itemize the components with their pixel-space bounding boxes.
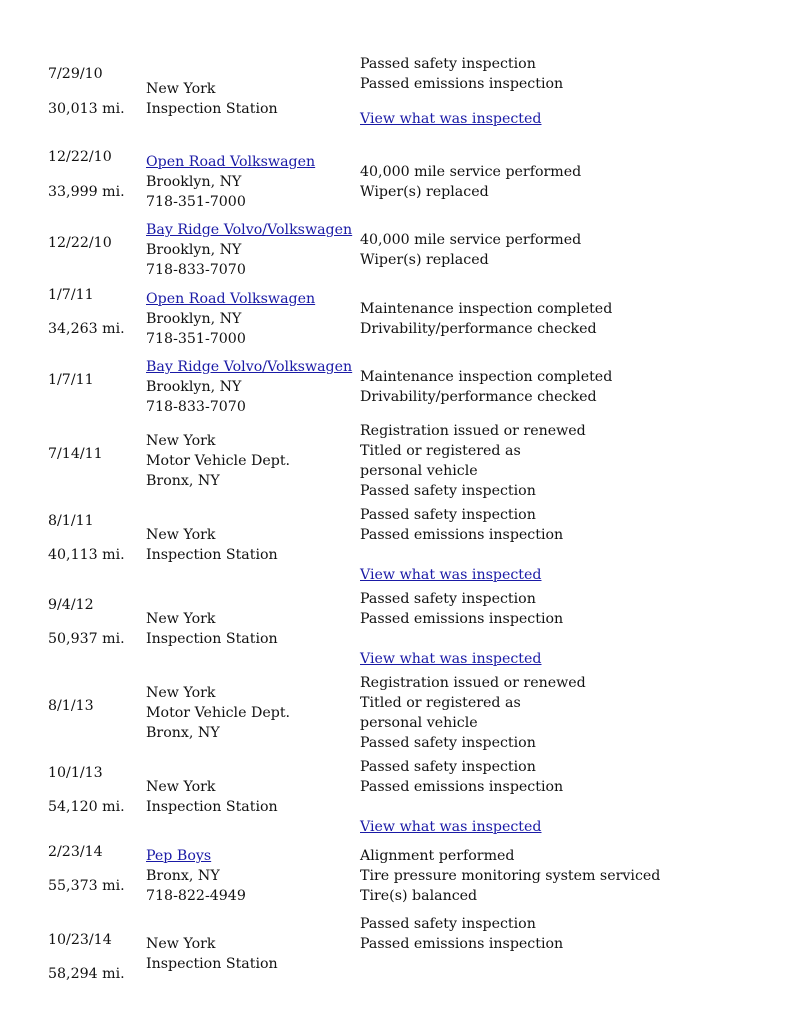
detail-line: 40,000 mile service performed <box>360 232 582 248</box>
source-line: Brooklyn, NY <box>146 379 242 395</box>
source-line: Inspection Station <box>146 956 278 972</box>
source-line: Motor Vehicle Dept. <box>146 453 291 469</box>
source-line: Brooklyn, NY <box>146 174 242 190</box>
source-line: Inspection Station <box>146 101 278 117</box>
source-dealer-link[interactable]: Bay Ridge Volvo/Volkswagen <box>146 222 353 238</box>
record-mileage: 50,937 mi. <box>48 631 125 647</box>
record-date: 12/22/10 <box>48 149 112 165</box>
detail-line: Passed emissions inspection <box>360 76 564 92</box>
source-dealer-link[interactable]: Pep Boys <box>146 848 212 864</box>
detail-line: Passed emissions inspection <box>360 779 564 795</box>
detail-line: Registration issued or renewed <box>360 675 586 691</box>
detail-line: Passed safety inspection <box>360 916 536 932</box>
detail-line: Drivability/performance checked <box>360 389 597 405</box>
source-line: 718-351-7000 <box>146 331 246 347</box>
detail-line: Wiper(s) replaced <box>360 252 489 268</box>
detail-line: Wiper(s) replaced <box>360 184 489 200</box>
record-mileage: 34,263 mi. <box>48 321 125 337</box>
detail-line: Passed safety inspection <box>360 507 536 523</box>
record-date: 8/1/13 <box>48 698 94 714</box>
view-inspected-link[interactable]: View what was inspected <box>360 111 542 127</box>
detail-line: Passed safety inspection <box>360 483 536 499</box>
record-date: 2/23/14 <box>48 844 103 860</box>
source-line: Inspection Station <box>146 631 278 647</box>
detail-line: 40,000 mile service performed <box>360 164 582 180</box>
source-line: Inspection Station <box>146 799 278 815</box>
source-dealer-link[interactable]: Open Road Volkswagen <box>146 154 316 170</box>
record-date: 7/14/11 <box>48 446 103 462</box>
record-date: 10/1/13 <box>48 765 103 781</box>
source-dealer-link[interactable]: Open Road Volkswagen <box>146 291 316 307</box>
record-mileage: 58,294 mi. <box>48 966 125 982</box>
source-line: Motor Vehicle Dept. <box>146 705 291 721</box>
source-line: Inspection Station <box>146 547 278 563</box>
record-date: 10/23/14 <box>48 932 112 948</box>
detail-line: Alignment performed <box>360 848 515 864</box>
record-mileage: 33,999 mi. <box>48 184 125 200</box>
source-line: New York <box>146 433 216 449</box>
source-line: New York <box>146 527 216 543</box>
detail-line: Passed safety inspection <box>360 759 536 775</box>
record-date: 9/4/12 <box>48 597 94 613</box>
source-line: Brooklyn, NY <box>146 242 242 258</box>
record-date: 12/22/10 <box>48 235 112 251</box>
source-line: New York <box>146 81 216 97</box>
source-line: 718-822-4949 <box>146 888 246 904</box>
source-dealer-link[interactable]: Bay Ridge Volvo/Volkswagen <box>146 359 353 375</box>
detail-line: Passed emissions inspection <box>360 611 564 627</box>
detail-line: personal vehicle <box>360 463 478 479</box>
detail-line: Passed emissions inspection <box>360 527 564 543</box>
record-date: 8/1/11 <box>48 513 94 529</box>
source-line: Bronx, NY <box>146 473 220 489</box>
detail-line: Passed emissions inspection <box>360 936 564 952</box>
detail-line: Tire pressure monitoring system serviced <box>360 868 661 884</box>
record-mileage: 30,013 mi. <box>48 101 125 117</box>
source-line: New York <box>146 936 216 952</box>
source-line: Brooklyn, NY <box>146 311 242 327</box>
view-inspected-link[interactable]: View what was inspected <box>360 819 542 835</box>
record-date: 1/7/11 <box>48 287 94 303</box>
detail-line: Titled or registered as <box>360 695 521 711</box>
source-line: New York <box>146 779 216 795</box>
source-line: Bronx, NY <box>146 725 220 741</box>
detail-line: personal vehicle <box>360 715 478 731</box>
record-mileage: 40,113 mi. <box>48 547 125 563</box>
source-line: 718-833-7070 <box>146 262 246 278</box>
detail-line: Maintenance inspection completed <box>360 369 613 385</box>
source-line: New York <box>146 685 216 701</box>
source-line: Bronx, NY <box>146 868 220 884</box>
detail-line: Titled or registered as <box>360 443 521 459</box>
source-line: 718-351-7000 <box>146 194 246 210</box>
view-inspected-link[interactable]: View what was inspected <box>360 567 542 583</box>
record-mileage: 55,373 mi. <box>48 878 125 894</box>
detail-line: Tire(s) balanced <box>360 888 478 904</box>
view-inspected-link[interactable]: View what was inspected <box>360 651 542 667</box>
detail-line: Registration issued or renewed <box>360 423 586 439</box>
detail-line: Passed safety inspection <box>360 735 536 751</box>
record-date: 7/29/10 <box>48 66 103 82</box>
detail-line: Maintenance inspection completed <box>360 301 613 317</box>
source-line: New York <box>146 611 216 627</box>
source-line: 718-833-7070 <box>146 399 246 415</box>
detail-line: Passed safety inspection <box>360 56 536 72</box>
record-date: 1/7/11 <box>48 372 94 388</box>
detail-line: Drivability/performance checked <box>360 321 597 337</box>
detail-line: Passed safety inspection <box>360 591 536 607</box>
record-mileage: 54,120 mi. <box>48 799 125 815</box>
